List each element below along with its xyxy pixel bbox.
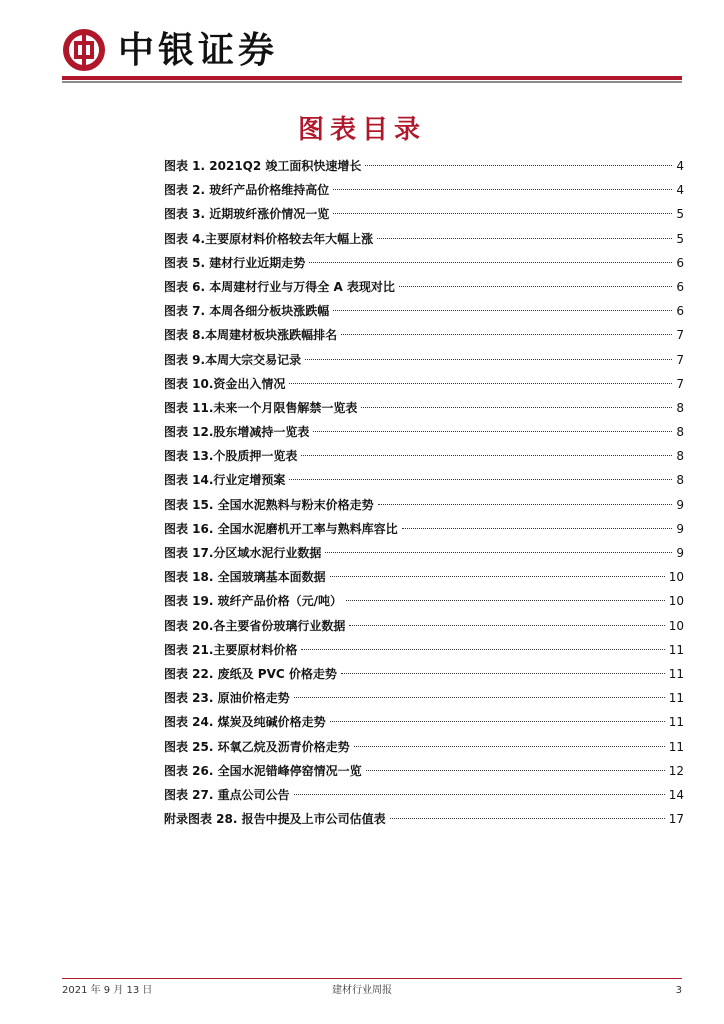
toc-dot-leader — [325, 552, 672, 553]
toc-dot-leader — [301, 649, 664, 650]
toc-list — [164, 154, 684, 831]
toc-entry[interactable] — [164, 614, 684, 638]
toc-entry[interactable] — [164, 154, 684, 178]
toc-entry[interactable] — [164, 565, 684, 589]
toc-entry[interactable] — [164, 323, 684, 347]
toc-entry[interactable] — [164, 251, 684, 275]
toc-entry[interactable] — [164, 275, 684, 299]
toc-dot-leader — [294, 697, 665, 698]
toc-entry-label: 图表 20.各主要省份玻璃行业数据 — [164, 618, 346, 633]
toc-dot-leader — [365, 165, 672, 166]
toc-entry-page: 10 — [668, 570, 684, 585]
header-divider-gray — [62, 81, 682, 83]
toc-entry-label: 图表 15. 全国水泥熟料与粉末价格走势 — [164, 497, 374, 512]
toc-entry-label: 图表 19. 玻纤产品价格（元/吨） — [164, 594, 342, 609]
footer-date: 2021 年 9 月 13 日 — [62, 985, 153, 996]
toc-entry-label: 图表 6. 本周建材行业与万得全 A 表现对比 — [164, 279, 395, 294]
toc-entry-label: 图表 26. 全国水泥错峰停窑情况一览 — [164, 763, 362, 778]
footer-report-name: 建材行业周报 — [332, 985, 392, 996]
footer-page-number: 3 — [675, 985, 682, 996]
toc-entry-label: 图表 21.主要原材料价格 — [164, 642, 298, 657]
toc-dot-leader — [333, 310, 672, 311]
toc-entry-label: 图表 7. 本周各细分板块涨跌幅 — [164, 304, 330, 319]
toc-dot-leader — [294, 794, 665, 795]
toc-dot-leader — [390, 818, 665, 819]
toc-entry-label: 图表 24. 煤炭及纯碱价格走势 — [164, 715, 326, 730]
toc-entry[interactable] — [164, 396, 684, 420]
toc-dot-leader — [354, 746, 665, 747]
toc-entry-page: 14 — [668, 787, 684, 802]
toc-dot-leader — [341, 334, 672, 335]
toc-entry[interactable] — [164, 686, 684, 710]
toc-entry-page: 6 — [676, 279, 684, 294]
toc-entry-page: 6 — [676, 255, 684, 270]
toc-entry[interactable] — [164, 468, 684, 492]
toc-entry-label: 附录图表 28. 报告中提及上市公司估值表 — [164, 812, 386, 827]
toc-entry[interactable] — [164, 202, 684, 226]
header-divider-red — [62, 76, 682, 80]
toc-entry[interactable] — [164, 444, 684, 468]
toc-entry[interactable] — [164, 759, 684, 783]
toc-dot-leader — [330, 576, 665, 577]
toc-dot-leader — [313, 431, 672, 432]
toc-entry-page: 11 — [668, 715, 684, 730]
toc-dot-leader — [333, 213, 672, 214]
toc-entry[interactable] — [164, 807, 684, 831]
toc-entry-page: 4 — [676, 183, 684, 198]
toc-entry-label: 图表 5. 建材行业近期走势 — [164, 255, 306, 270]
toc-dot-leader — [349, 625, 664, 626]
toc-entry[interactable] — [164, 638, 684, 662]
toc-entry[interactable] — [164, 710, 684, 734]
toc-entry-page: 12 — [668, 763, 684, 778]
toc-entry-label: 图表 23. 原油价格走势 — [164, 691, 290, 706]
toc-entry-page: 7 — [676, 328, 684, 343]
toc-entry-label: 图表 27. 重点公司公告 — [164, 787, 290, 802]
toc-dot-leader — [346, 600, 665, 601]
toc-dot-leader — [361, 407, 672, 408]
toc-entry-label: 图表 9.本周大宗交易记录 — [164, 352, 302, 367]
toc-entry-label: 图表 4.主要原材料价格较去年大幅上涨 — [164, 231, 374, 246]
footer-divider — [62, 978, 682, 979]
toc-entry[interactable] — [164, 517, 684, 541]
toc-entry-label: 图表 13.个股质押一览表 — [164, 449, 298, 464]
toc-dot-leader — [305, 359, 672, 360]
toc-entry-label: 图表 8.本周建材板块涨跌幅排名 — [164, 328, 338, 343]
toc-entry-page: 8 — [676, 425, 684, 440]
toc-entry[interactable] — [164, 348, 684, 372]
toc-entry-page: 8 — [676, 400, 684, 415]
toc-entry[interactable] — [164, 372, 684, 396]
toc-entry-label: 图表 18. 全国玻璃基本面数据 — [164, 570, 326, 585]
toc-dot-leader — [341, 673, 665, 674]
toc-entry-page: 10 — [668, 594, 684, 609]
toc-dot-leader — [378, 504, 673, 505]
toc-entry[interactable] — [164, 541, 684, 565]
toc-entry[interactable] — [164, 493, 684, 517]
toc-entry-page: 8 — [676, 473, 684, 488]
page-header — [0, 0, 724, 86]
toc-dot-leader — [289, 383, 672, 384]
toc-dot-leader — [377, 238, 672, 239]
toc-entry-page: 7 — [676, 376, 684, 391]
toc-entry-page: 10 — [668, 618, 684, 633]
toc-entry-page: 9 — [676, 521, 684, 536]
toc-entry-page: 9 — [676, 546, 684, 560]
toc-entry-label: 图表 12.股东增减持一览表 — [164, 425, 310, 440]
toc-dot-leader — [402, 528, 673, 529]
toc-entry[interactable] — [164, 589, 684, 613]
toc-dot-leader — [333, 189, 672, 190]
toc-dot-leader — [309, 262, 672, 263]
toc-entry-page: 7 — [676, 352, 684, 367]
toc-entry-page: 5 — [676, 231, 684, 246]
toc-entry-page: 11 — [668, 739, 684, 754]
toc-entry-page: 17 — [668, 812, 684, 827]
toc-title: 图表目录 — [297, 115, 426, 145]
brand-name: 中银证券 — [118, 29, 279, 71]
toc-entry-page: 9 — [676, 497, 684, 512]
toc-entry-label: 图表 14.行业定增预案 — [164, 473, 286, 488]
toc-entry-page: 6 — [676, 304, 684, 319]
toc-entry-page: 11 — [668, 642, 684, 657]
toc-entry-label: 图表 25. 环氧乙烷及沥青价格走势 — [164, 739, 350, 754]
toc-entry-page: 4 — [676, 159, 684, 173]
toc-entry[interactable] — [164, 735, 684, 759]
toc-entry-page: 5 — [676, 207, 684, 222]
toc-entry-label: 图表 11.未来一个月限售解禁一览表 — [164, 400, 358, 415]
toc-dot-leader — [289, 479, 672, 480]
toc-entry-label: 图表 2. 玻纤产品价格维持高位 — [164, 183, 330, 198]
toc-entry-label: 图表 1. 2021Q2 竣工面积快速增长 — [164, 159, 362, 173]
toc-entry-label: 图表 17.分区域水泥行业数据 — [164, 546, 322, 560]
toc-entry[interactable] — [164, 227, 684, 251]
toc-entry-page: 11 — [668, 691, 684, 706]
toc-entry-label: 图表 22. 废纸及 PVC 价格走势 — [164, 666, 337, 681]
toc-dot-leader — [301, 455, 672, 456]
toc-entry-page: 11 — [668, 666, 684, 681]
toc-entry[interactable] — [164, 299, 684, 323]
toc-entry-label: 图表 10.资金出入情况 — [164, 376, 286, 391]
toc-dot-leader — [366, 770, 665, 771]
toc-entry-page: 8 — [676, 449, 684, 464]
toc-entry[interactable] — [164, 178, 684, 202]
toc-entry-label: 图表 16. 全国水泥磨机开工率与熟料库容比 — [164, 521, 398, 536]
toc-dot-leader — [399, 286, 672, 287]
toc-entry[interactable] — [164, 420, 684, 444]
toc-dot-leader — [330, 721, 665, 722]
bank-of-china-logo-icon — [62, 28, 106, 72]
toc-entry[interactable] — [164, 783, 684, 807]
toc-entry-label: 图表 3. 近期玻纤涨价情况一览 — [164, 207, 330, 222]
toc-entry[interactable] — [164, 662, 684, 686]
